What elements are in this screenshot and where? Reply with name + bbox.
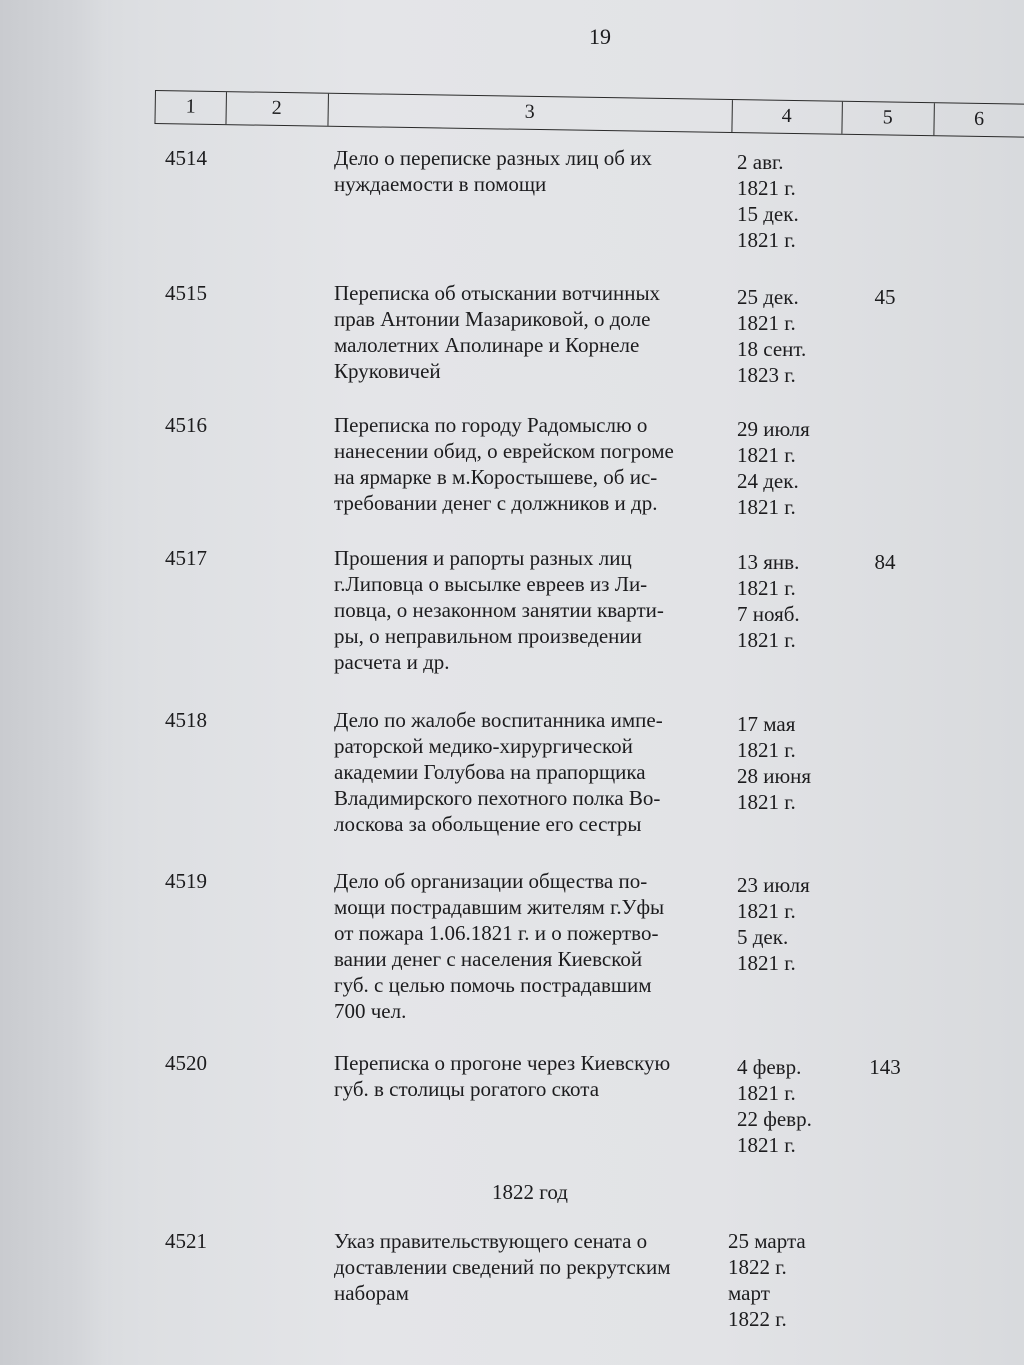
record-number: 4521 [165,1229,207,1253]
title-line: раторской медико-хирургической [334,734,633,758]
record-title [334,545,719,675]
title-line: 700 чел. [334,999,407,1023]
page-gutter-shadow [0,0,108,1365]
date-line: 13 янв. [737,550,800,574]
title-line: Прошения и рапорты разных лиц [334,546,632,570]
title-line: Дело о переписке разных лиц об их [334,146,652,170]
date-line: 1821 г. [737,899,796,923]
record-sheets: 45 [874,285,896,309]
title-line: лоскова за обольщение его сестры [334,812,642,836]
title-line: г.Липовца о высылке евреев из Ли- [334,572,648,596]
date-line: 1821 г. [737,790,796,814]
record-dates [737,1054,847,1158]
date-line: 7 нояб. [737,602,800,626]
title-line: мощи пострадавшим жителям г.Уфы [334,895,665,919]
title-line: на ярмарке в м.Коростышеве, об ис- [334,465,658,489]
date-line: 1821 г. [737,951,796,975]
record-dates [737,416,847,520]
title-line: нанесении обид, о еврейском погроме [334,439,674,463]
title-line: Указ правительствующего сената о [334,1229,648,1253]
record-title [334,145,719,197]
title-line: академии Голубова на прапорщика [334,760,646,784]
date-line: 24 дек. [737,469,799,493]
title-line: нуждаемости в помощи [334,172,547,196]
title-line: требовании денег с должников и др. [334,491,658,515]
record-number: 4519 [165,869,207,893]
date-line: 1821 г. [737,228,796,252]
header-col-2: 2 [225,92,328,126]
record-number: 4514 [165,146,207,170]
date-line: 1822 г. [728,1255,787,1279]
title-line: Переписка по городу Радомыслю о [334,413,648,437]
record-title [334,280,719,384]
date-line: 1822 г. [728,1307,787,1331]
table-header-row [154,90,1024,138]
record-number: 4516 [165,413,207,437]
date-line: 1821 г. [737,176,796,200]
record-dates [737,149,847,253]
record-title [334,1228,719,1306]
title-line: Круковичей [334,359,441,383]
title-line: Дело об организации общества по- [334,869,648,893]
header-col-1: 1 [155,91,226,124]
record-title [334,412,719,516]
date-line: 25 марта [728,1229,806,1253]
record-title [334,868,719,1024]
record-title [334,1050,719,1102]
title-line: Дело по жалобе воспитанника импе- [334,708,663,732]
header-col-6: 6 [973,107,985,131]
date-line: 1821 г. [737,495,796,519]
title-line: вании денег с населения Киевской [334,947,643,971]
record-dates [737,549,847,653]
title-line: губ. с целью помочь пострадавшим [334,973,652,997]
date-line: 25 дек. [737,285,799,309]
title-line: расчета и др. [334,650,450,674]
date-line: 18 сент. [737,337,807,361]
record-dates [737,872,847,976]
date-line: 1823 г. [737,363,796,387]
date-line: 29 июля [737,417,810,441]
title-line: прав Антонии Мазариковой, о доле [334,307,651,331]
date-line: 22 февр. [737,1107,812,1131]
date-line: 1821 г. [737,1081,796,1105]
header-col-3: 3 [327,94,732,132]
title-line: ры, о неправильном произведении [334,624,642,648]
title-line: Переписка о прогоне через Киевскую [334,1051,671,1075]
date-line: 1821 г. [737,1133,796,1157]
record-dates [737,284,847,388]
title-line: Переписка об отыскании вотчинных [334,281,661,305]
date-line: март [728,1281,770,1305]
record-dates [728,1228,838,1332]
date-line: 4 февр. [737,1055,802,1079]
date-line: 1821 г. [737,311,796,335]
date-line: 1821 г. [737,576,796,600]
title-line: Владимирского пехотного полка Во- [334,786,661,810]
record-sheets: 143 [869,1055,901,1079]
date-line: 1821 г. [737,738,796,762]
date-line: 1821 г. [737,628,796,652]
date-line: 17 мая [737,712,796,736]
record-title [334,707,719,837]
title-line: малолетних Аполинаре и Корнеле [334,333,640,357]
date-line: 5 дек. [737,925,789,949]
record-number: 4515 [165,281,207,305]
record-number: 4517 [165,546,207,570]
header-col-4: 4 [731,100,842,134]
record-dates [737,711,847,815]
title-line: доставлении сведений по рекрутским [334,1255,671,1279]
date-line: 23 июля [737,873,810,897]
title-line: повца, о незаконном занятии кварти- [334,598,664,622]
record-sheets: 84 [874,550,896,574]
title-line: губ. в столицы рогатого скота [334,1077,600,1101]
date-line: 2 авг. [737,150,784,174]
header-col-5: 5 [841,102,934,135]
date-line: 1821 г. [737,443,796,467]
title-line: от пожара 1.06.1821 г. и о пожертво- [334,921,659,945]
year-heading: 1822 год [492,1180,568,1204]
date-line: 28 июня [737,764,812,788]
title-line: наборам [334,1281,409,1305]
record-number: 4520 [165,1051,207,1075]
page-number: 19 [589,24,611,49]
record-number: 4518 [165,708,207,732]
date-line: 15 дек. [737,202,799,226]
